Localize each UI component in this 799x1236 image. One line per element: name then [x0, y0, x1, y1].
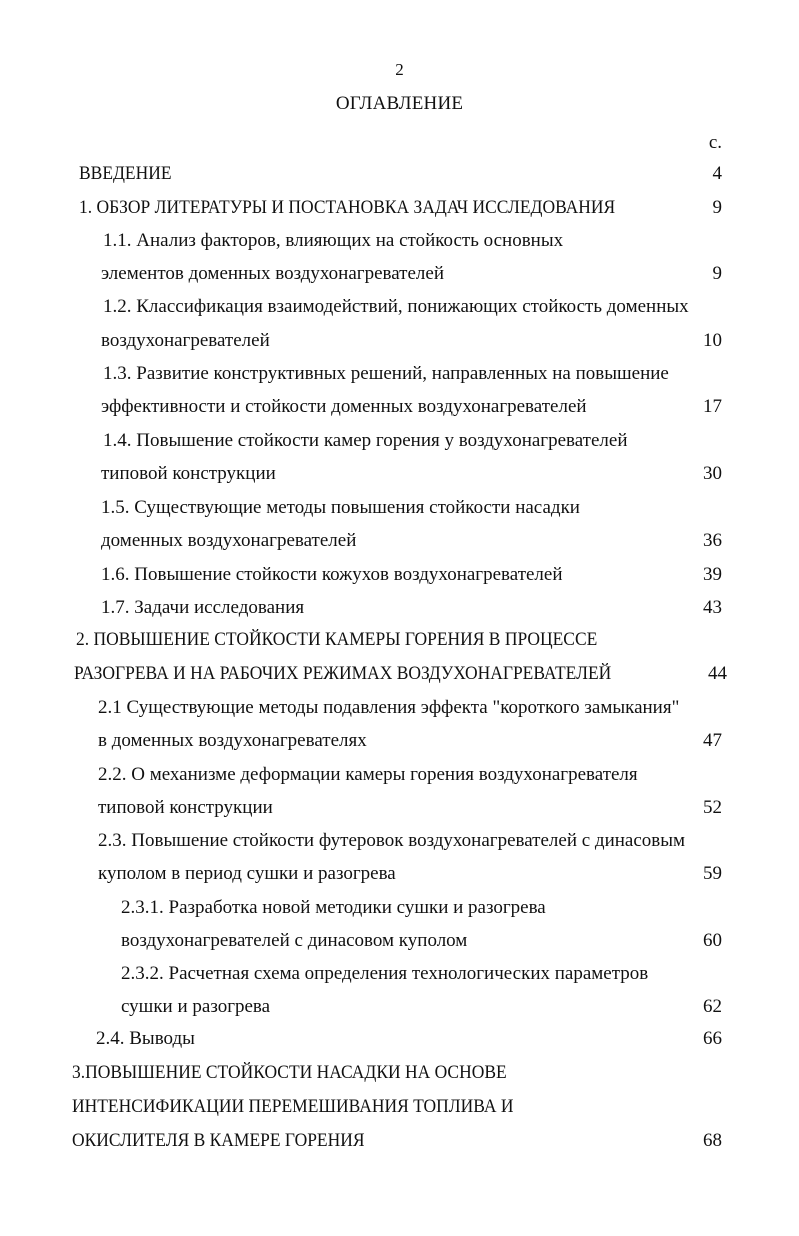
- toc-entry-2-3-line1: 2.3. Повышение стойкости футеровок воздухонагревателей с динасовым: [98, 830, 686, 851]
- toc-entry-2-1-line1: 2.1 Существующие методы подавления эффекта "короткого замыкания": [98, 697, 680, 718]
- toc-entry-1-1-line2: элементов доменных воздухонагревателей: [101, 263, 444, 284]
- toc-page-2-3-2: 62: [703, 996, 722, 1017]
- toc-page-2-4: 66: [703, 1028, 722, 1049]
- toc-entry-2-3-line2: куполом в период сушки и разогрева: [98, 863, 396, 884]
- toc-page-2-1: 47: [703, 730, 722, 751]
- toc-entry-1-3-line1: 1.3. Развитие конструктивных решений, направленных на повышение: [103, 363, 669, 384]
- toc-page-2-3-1: 60: [703, 930, 722, 951]
- toc-title: ОГЛАВЛЕНИЕ: [335, 93, 464, 114]
- toc-page-1-5: 36: [703, 530, 722, 551]
- toc-entry-2-1-line2: в доменных воздухонагревателях: [98, 730, 367, 751]
- toc-entry-1-5-line1: 1.5. Существующие методы повышения стойкости насадки: [101, 497, 580, 518]
- toc-page-chapter-1: 9: [712, 197, 722, 218]
- toc-entry-chapter-3-line3: ОКИСЛИТЕЛЯ В КАМЕРЕ ГОРЕНИЯ: [72, 1130, 365, 1151]
- toc-entry-2-2-line2: типовой конструкции: [98, 797, 273, 818]
- page-number: 2: [395, 60, 404, 79]
- toc-page-2-2: 52: [703, 797, 722, 818]
- toc-entry-1-2-line2: воздухонагревателей: [101, 330, 270, 351]
- toc-page-chapter-3: 68: [703, 1130, 722, 1151]
- toc-page-1-3: 17: [703, 396, 722, 417]
- toc-entry-1-1-line1: 1.1. Анализ факторов, влияющих на стойкость основных: [103, 230, 564, 251]
- toc-entry-2-3-2-line2: сушки и разогрева: [121, 996, 271, 1017]
- toc-entry-1-4-line2: типовой конструкции: [101, 463, 276, 484]
- toc-page-1-4: 30: [703, 463, 722, 484]
- toc-entry-1-3-line2: эффективности и стойкости доменных воздухонагревателей: [101, 396, 587, 417]
- toc-entry-chapter-3-line2: ИНТЕНСИФИКАЦИИ ПЕРЕМЕШИВАНИЯ ТОПЛИВА И: [72, 1096, 514, 1117]
- toc-entry-chapter-2-line1: 2. ПОВЫШЕНИЕ СТОЙКОСТИ КАМЕРЫ ГОРЕНИЯ В ПРОЦЕССЕ: [76, 629, 598, 650]
- toc-entry-2-3-1-line2: воздухонагревателей с динасовом куполом: [121, 930, 468, 951]
- toc-entry-chapter-1: 1. ОБЗОР ЛИТЕРАТУРЫ И ПОСТАНОВКА ЗАДАЧ ИССЛЕДОВАНИЯ: [79, 197, 616, 218]
- toc-entry-1-6: 1.6. Повышение стойкости кожухов воздухонагревателей: [101, 564, 563, 585]
- toc-page-1-6: 39: [703, 564, 722, 585]
- toc-entry-2-2-line1: 2.2. О механизме деформации камеры горения воздухонагревателя: [98, 764, 638, 785]
- toc-entry-2-3-2-line1: 2.3.2. Расчетная схема определения технологических параметров: [121, 963, 649, 984]
- toc-page-chapter-2: 44: [708, 663, 727, 684]
- toc-page-1-7: 43: [703, 597, 722, 618]
- toc-entry-1-5-line2: доменных воздухонагревателей: [101, 530, 357, 551]
- toc-page-1-2: 10: [703, 330, 722, 351]
- toc-entry-2-4: 2.4. Выводы: [96, 1028, 195, 1049]
- toc-page-1-1: 9: [712, 263, 722, 284]
- toc-entry-2-3-1-line1: 2.3.1. Разработка новой методики сушки и разогрева: [121, 897, 546, 918]
- toc-entry-intro: ВВЕДЕНИЕ: [79, 163, 172, 184]
- toc-entry-1-2-line1: 1.2. Классификация взаимодействий, понижающих стойкость доменных: [103, 296, 689, 317]
- toc-page-2-3: 59: [703, 863, 722, 884]
- toc-entry-1-4-line1: 1.4. Повышение стойкости камер горения у воздухонагревателей: [103, 430, 628, 451]
- page-column-label: с.: [708, 132, 722, 153]
- toc-entry-chapter-2-line2: РАЗОГРЕВА И НА РАБОЧИХ РЕЖИМАХ ВОЗДУХОНАГРЕВАТЕЛЕЙ: [74, 663, 612, 684]
- toc-entry-chapter-3-line1: 3.ПОВЫШЕНИЕ СТОЙКОСТИ НАСАДКИ НА ОСНОВЕ: [72, 1062, 507, 1083]
- toc-page-intro: 4: [712, 163, 722, 184]
- toc-entry-1-7: 1.7. Задачи исследования: [101, 597, 305, 618]
